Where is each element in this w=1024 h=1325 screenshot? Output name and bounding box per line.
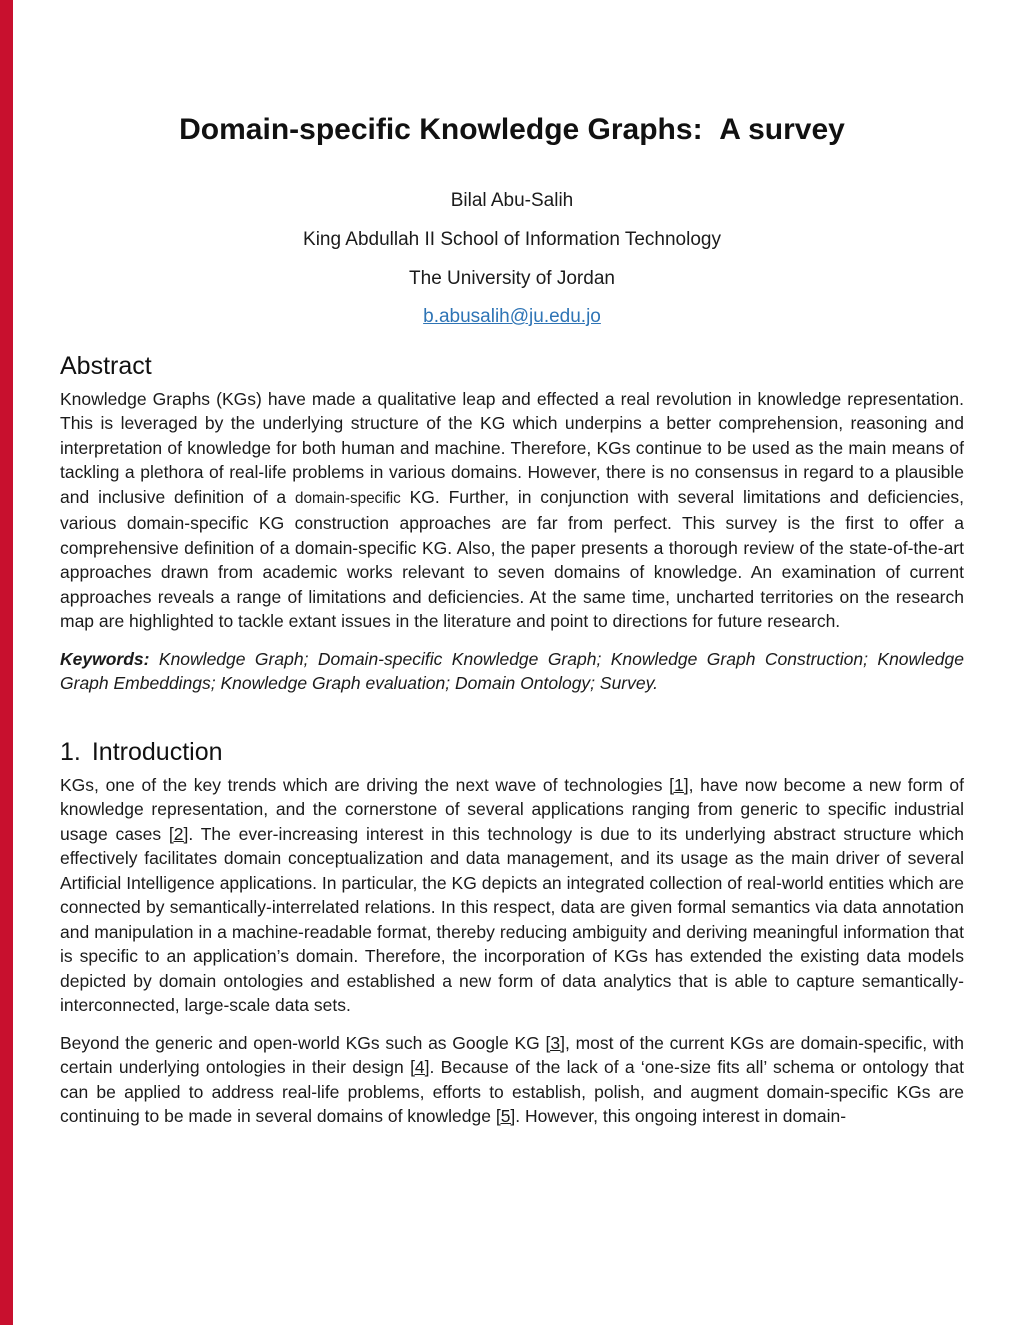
citation-link[interactable]: [1] [669,774,689,795]
introduction-heading-number: 1. [60,737,81,766]
text-segment: . Because of the lack of a ‘one-size fits all’ schema or ontology that can be applied to address real-life problems, efforts to establish, polish, and augment domain-specific KGs are continuing to be made in several domains of knowledge [60,1057,965,1126]
keywords-label: Keywords: [60,648,150,669]
introduction-paragraph-2 [60,1031,964,1129]
abstract-heading: Abstract [60,352,152,380]
introduction-heading [60,738,964,767]
left-edge-red-bar [0,0,13,1325]
author-name: Bilal Abu-Salih [450,190,574,211]
citation-link[interactable]: [4] [410,1057,430,1077]
author-university: The University of Jordan [409,268,615,289]
text-segment: , most of the current KGs are domain-specific, with certain underlying ontologies in their design [60,1032,964,1077]
paper-title: Domain-specific Knowledge Graphs: A survey [179,113,845,146]
citation-link[interactable]: [3] [545,1032,565,1053]
abstract-paragraph [60,387,964,634]
text-segment: Knowledge Graphs (KGs) have made a qualitative leap and effected a real revolution in knowledge representation. This is leveraged by the underlying structure of the KG which underpins a better comprehension, reasoning and interpretation of knowledge for both human and machine. Therefore, KGs continue to be used as the main means of tackling a plethora of real-life problems in various domains. However, there is no consensus in regard to a plausible and inclusive definition of a [60,388,964,507]
text-segment: KGs, one of the key trends which are driving the next wave of technologies [60,774,670,795]
citation-link[interactable]: [2] [168,823,189,844]
author-email-line [60,306,964,328]
text-segment: , have now become a new form of knowledge representation, and the cornerstone of several applications ranging from generic to specific industrial usage cases [60,774,964,844]
text-segment: Beyond the generic and open-world KGs such as Google KG [60,1032,546,1053]
keywords-paragraph [60,647,964,696]
text-segment: . The ever-increasing interest in this technology is due to its underlying abstract structure which effectively facilitates domain conceptualization and data management, and its usage as the main driver of several Artificial Intelligence applications. In particular, the KG depicts an integrated collection of real-world entities which are connected by semantically-interrelated relations. In this respect, data are given formal semantics via data annotation and manipulation in a machine-readable format, thereby reducing ambiguity and deriving meaningful information that is specific to an application’s domain. Therefore, the incorporation of KGs has extended the existing data models depicted by domain ontologies and established a new form of data analytics that is able to capture semantically-interconnected, large-scale data sets. [60,823,964,1015]
page-content [60,0,964,1129]
text-segment: domain-specific [295,489,401,507]
text-segment: . However, this ongoing interest in domain- [515,1106,847,1126]
author-affiliation: King Abdullah II School of Information Technology [303,229,721,250]
author-email-link[interactable]: b.abusalih@ju.edu.jo [423,306,601,327]
citation-link[interactable]: [5] [495,1106,516,1126]
introduction-heading-label: Introduction [91,737,223,766]
keywords-text: Knowledge Graph; Domain-specific Knowledge Graph; Knowledge Graph Construction; Knowledge Graph Embeddings; Knowledge Graph evaluation; Domain Ontology; Survey. [60,648,964,694]
introduction-paragraph-1 [60,773,964,1018]
text-segment: KG. Further, in conjunction with several limitations and deficiencies, various domain-specific KG construction approaches are far from perfect. This survey is the first to offer a comprehensive definition of a domain-specific KG. Also, the paper presents a thorough review of the state-of-the-art approaches drawn from academic works relevant to seven domains of knowledge. An examination of current approaches reveals a range of limitations and deficiencies. At the same time, uncharted territories on the research map are highlighted to tackle extant issues in the literature and point to directions for future research. [60,486,965,632]
